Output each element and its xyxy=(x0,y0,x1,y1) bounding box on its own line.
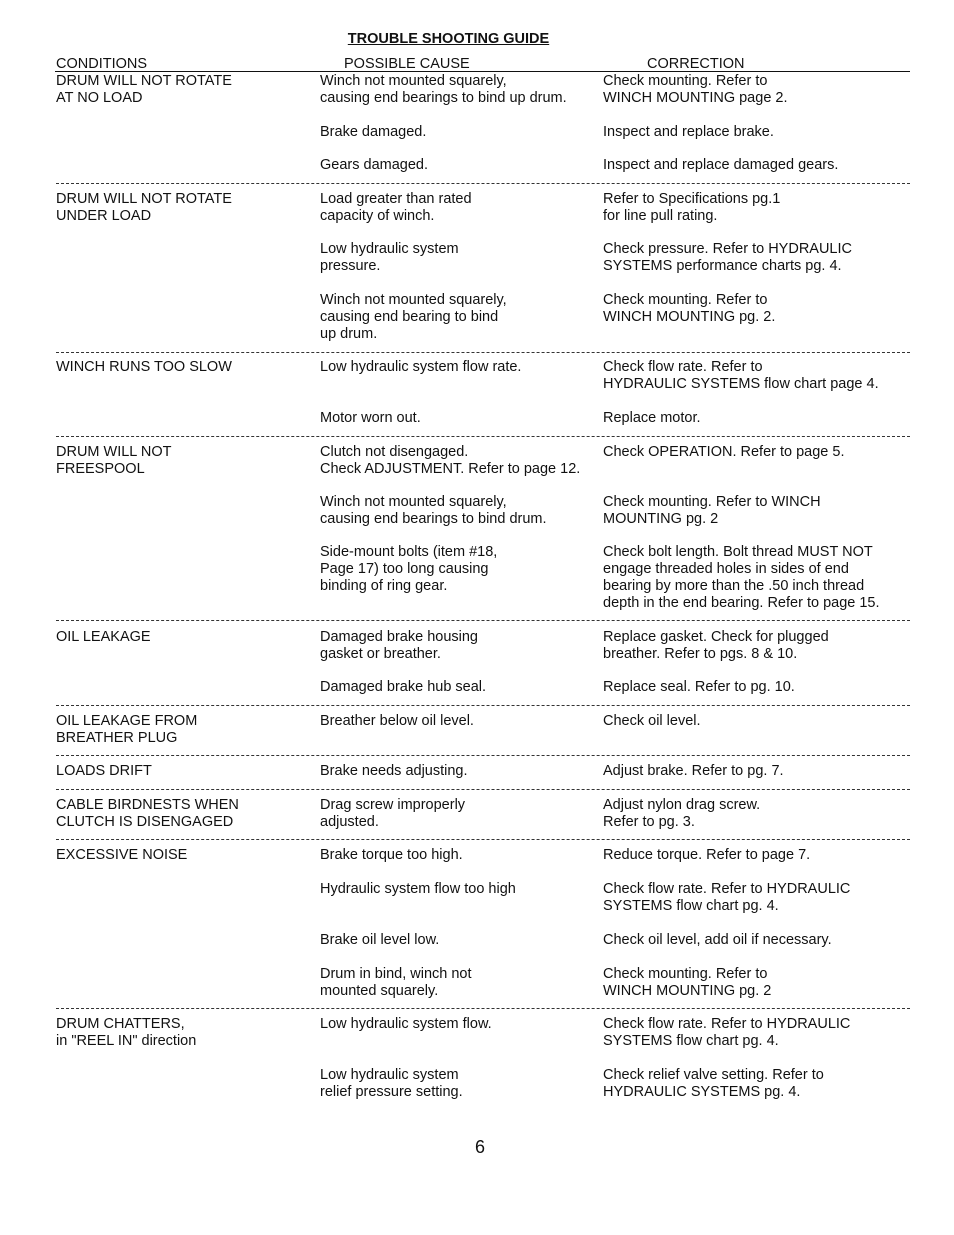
section-divider xyxy=(56,436,910,437)
correction-text: Inspect and replace damaged gears. xyxy=(603,157,839,173)
correction-text: Adjust nylon drag screw. Refer to pg. 3. xyxy=(603,797,761,830)
condition-text: DRUM CHATTERS, in "REEL IN" direction xyxy=(56,1016,197,1049)
condition-text: WINCH RUNS TOO SLOW xyxy=(56,359,232,375)
correction-text: Check flow rate. Refer to HYDRAULIC SYSTEMS flow chart pg. 4. xyxy=(603,881,851,914)
cause-text: Clutch not disengaged. Check ADJUSTMENT. Refer to page 12. xyxy=(320,444,581,477)
section-divider xyxy=(56,620,910,621)
correction-text: Replace seal. Refer to pg. 10. xyxy=(603,679,795,695)
page-number: 6 xyxy=(474,1137,485,1157)
cause-text: Low hydraulic system relief pressure setting. xyxy=(320,1067,463,1100)
correction-text: Check pressure. Refer to HYDRAULIC SYSTEMS performance charts pg. 4. xyxy=(603,241,852,274)
correction-text: Check relief valve setting. Refer to HYDRAULIC SYSTEMS pg. 4. xyxy=(603,1067,824,1100)
cause-text: Low hydraulic system pressure. xyxy=(320,241,459,274)
correction-text: Check mounting. Refer to WINCH MOUNTING pg. 2. xyxy=(603,292,776,325)
header-correction: CORRECTION xyxy=(647,56,745,72)
cause-text: Gears damaged. xyxy=(320,157,429,173)
condition-text: LOADS DRIFT xyxy=(56,763,152,779)
correction-text: Reduce torque. Refer to page 7. xyxy=(603,847,811,863)
section-divider xyxy=(56,183,910,184)
section-divider xyxy=(56,1008,910,1009)
correction-text: Replace motor. xyxy=(603,410,701,426)
condition-text: OIL LEAKAGE FROM BREATHER PLUG xyxy=(56,713,198,746)
cause-text: Hydraulic system flow too high xyxy=(320,881,516,897)
cause-text: Drum in bind, winch not mounted squarely. xyxy=(320,966,472,999)
header-possible-cause: POSSIBLE CAUSE xyxy=(344,56,470,72)
correction-text: Refer to Specifications pg.1 for line pull rating. xyxy=(603,191,781,224)
cause-text: Load greater than rated capacity of winch. xyxy=(320,191,472,224)
cause-text: Winch not mounted squarely, causing end bearings to bind up drum. xyxy=(320,73,567,106)
correction-text: Check flow rate. Refer to HYDRAULIC SYSTEMS flow chart pg. 4. xyxy=(603,1016,851,1049)
section-divider xyxy=(56,705,910,706)
cause-text: Damaged brake hub seal. xyxy=(320,679,487,695)
correction-text: Check flow rate. Refer to HYDRAULIC SYSTEMS flow chart page 4. xyxy=(603,359,879,392)
correction-text: Check mounting. Refer to WINCH MOUNTING page 2. xyxy=(603,73,788,106)
correction-text: Replace gasket. Check for plugged breather. Refer to pgs. 8 & 10. xyxy=(603,629,829,662)
cause-text: Low hydraulic system flow. xyxy=(320,1016,492,1032)
cause-text: Brake torque too high. xyxy=(320,847,463,863)
condition-text: CABLE BIRDNESTS WHEN CLUTCH IS DISENGAGED xyxy=(56,797,239,830)
cause-text: Winch not mounted squarely, causing end bearing to bind up drum. xyxy=(320,292,507,342)
condition-text: EXCESSIVE NOISE xyxy=(56,847,188,863)
cause-text: Breather below oil level. xyxy=(320,713,474,729)
correction-text: Inspect and replace brake. xyxy=(603,124,774,140)
correction-text: Adjust brake. Refer to pg. 7. xyxy=(603,763,784,779)
header-rule xyxy=(55,71,910,72)
correction-text: Check oil level. xyxy=(603,713,701,729)
cause-text: Winch not mounted squarely, causing end bearings to bind drum. xyxy=(320,494,547,527)
cause-text: Motor worn out. xyxy=(320,410,421,426)
correction-text: Check mounting. Refer to WINCH MOUNTING pg. 2 xyxy=(603,494,821,527)
condition-text: DRUM WILL NOT ROTATE UNDER LOAD xyxy=(56,191,232,224)
header-conditions: CONDITIONS xyxy=(56,56,148,72)
section-divider xyxy=(56,839,910,840)
cause-text: Side-mount bolts (item #18, Page 17) too long causing binding of ring gear. xyxy=(320,544,498,594)
condition-text: OIL LEAKAGE xyxy=(56,629,151,645)
cause-text: Low hydraulic system flow rate. xyxy=(320,359,522,375)
correction-text: Check OPERATION. Refer to page 5. xyxy=(603,444,845,460)
cause-text: Drag screw improperly adjusted. xyxy=(320,797,466,830)
section-divider xyxy=(56,352,910,353)
correction-text: Check bolt length. Bolt thread MUST NOT engage threaded holes in sides of end bearing by more than the .50 inch thread depth in the end bearing. Refer to page 15. xyxy=(603,544,880,611)
cause-text: Brake damaged. xyxy=(320,124,427,140)
cause-text: Brake oil level low. xyxy=(320,932,440,948)
section-divider xyxy=(56,755,910,756)
cause-text: Brake needs adjusting. xyxy=(320,763,468,779)
page-title: TROUBLE SHOOTING GUIDE xyxy=(347,31,550,47)
cause-text: Damaged brake housing gasket or breather. xyxy=(320,629,478,662)
correction-text: Check mounting. Refer to WINCH MOUNTING pg. 2 xyxy=(603,966,772,999)
condition-text: DRUM WILL NOT ROTATE AT NO LOAD xyxy=(56,73,232,106)
condition-text: DRUM WILL NOT FREESPOOL xyxy=(56,444,172,477)
section-divider xyxy=(56,789,910,790)
correction-text: Check oil level, add oil if necessary. xyxy=(603,932,832,948)
